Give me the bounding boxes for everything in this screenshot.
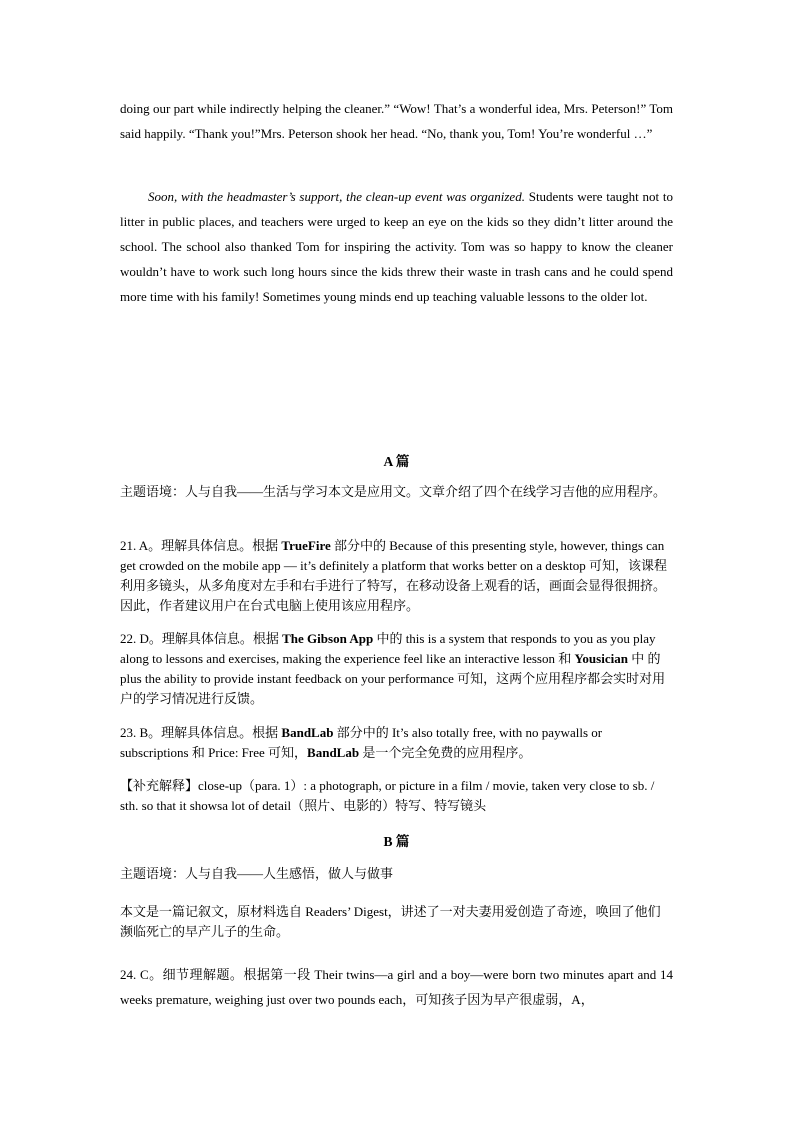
answer-22 — [120, 629, 673, 709]
story-paragraph-2-text: Students were taught not to litter in public places, and teachers were urged to keep an eye on the kids so they didn’t litter around the school. The school also thanked Tom for inspiring the activity. Tom was so happy to know the cleaner wouldn’t have to work such long hours since the kids threw their waste in trash cans and he could spend more time with his family! Sometimes young minds end up teaching valuable lessons to the older lot. — [120, 189, 673, 304]
section-b-intro: 本文是一篇记叙文，原材料选自 Readers’ Digest，讲述了一对夫妻用爱创造了奇迹，唤回了他们濒临死亡的早产儿子的生命。 — [120, 904, 661, 939]
answer-22-body-2: 中 的 plus the ability to provide instant feedback on your performance 可知，这两个应用程序都会实时对用户的学习情况进行反馈。 — [120, 651, 666, 706]
supplementary-note: 【补充解释】close-up（para. 1）: a photograph, or picture in a film / movie, taken very close to sb. / sth. so that it showsa lot of detail（照片、电影的）特写、特写镜头 — [120, 778, 655, 813]
section-b-heading: B 篇 — [383, 834, 410, 849]
answer-21-app-name: TrueFire — [281, 538, 331, 553]
answer-22-body-1: 中的 this is a system that responds to you as you play along to lessons and exercises, making the experience feel like an interactive lesson 和 — [120, 631, 656, 666]
section-b-theme: 主题语境：人与自我——人生感悟，做人与做事 — [120, 866, 394, 881]
answer-23 — [120, 723, 673, 763]
answer-22-app-name-1: The Gibson App — [282, 631, 374, 646]
answer-23-body-2: 是一个完全免费的应用程序。 — [359, 745, 532, 760]
answer-23-lead: 23. B。理解具体信息。根据 — [120, 725, 282, 740]
answer-21 — [120, 536, 673, 616]
answer-24: 24. C。细节理解题。根据第一段 Their twins—a girl and a boy—were born two minutes apart and 14 weeks premature, weighing just over two pounds each，可知孩子因为早产很虚弱，A， — [120, 967, 673, 1007]
answer-22-lead: 22. D。理解具体信息。根据 — [120, 631, 283, 646]
answer-23-app-name-2: BandLab — [307, 745, 360, 760]
story-paragraph-2-italic: Soon, with the headmaster’s support, the clean-up event was organized. — [148, 189, 525, 204]
story-paragraph-1: doing our part while indirectly helping the cleaner.” “Wow! That’s a wonderful idea, Mrs. Peterson!” Tom said happily. “Thank you!”Mrs. Peterson shook her head. “No, thank you, Tom! You’re wonderful …” — [120, 101, 673, 141]
answer-23-body-1: 部分中的 It’s also totally free, with no paywalls or subscriptions 和 Price: Free 可知， — [120, 725, 603, 760]
section-a-heading: A 篇 — [383, 454, 410, 469]
answer-21-body: 部分中的 Because of this presenting style, however, things can get crowded on the mobile app — it’s definitely a platform that works better on a desktop 可知，该课程利用多镜头，从多角度对左手和右手进行了特写，在移动设备上观看的话，画面会显得很拥挤。因此，作者建议用户在台式电脑上使用该应用程序。 — [120, 538, 667, 613]
answer-23-app-name-1: BandLab — [281, 725, 334, 740]
answer-21-lead: 21. A。理解具体信息。根据 — [120, 538, 282, 553]
answer-22-app-name-2: Yousician — [574, 651, 628, 666]
story-paragraph-2 — [120, 184, 673, 309]
section-a-theme: 主题语境：人与自我——生活与学习本文是应用文。文章介绍了四个在线学习吉他的应用程序。 — [120, 484, 667, 499]
